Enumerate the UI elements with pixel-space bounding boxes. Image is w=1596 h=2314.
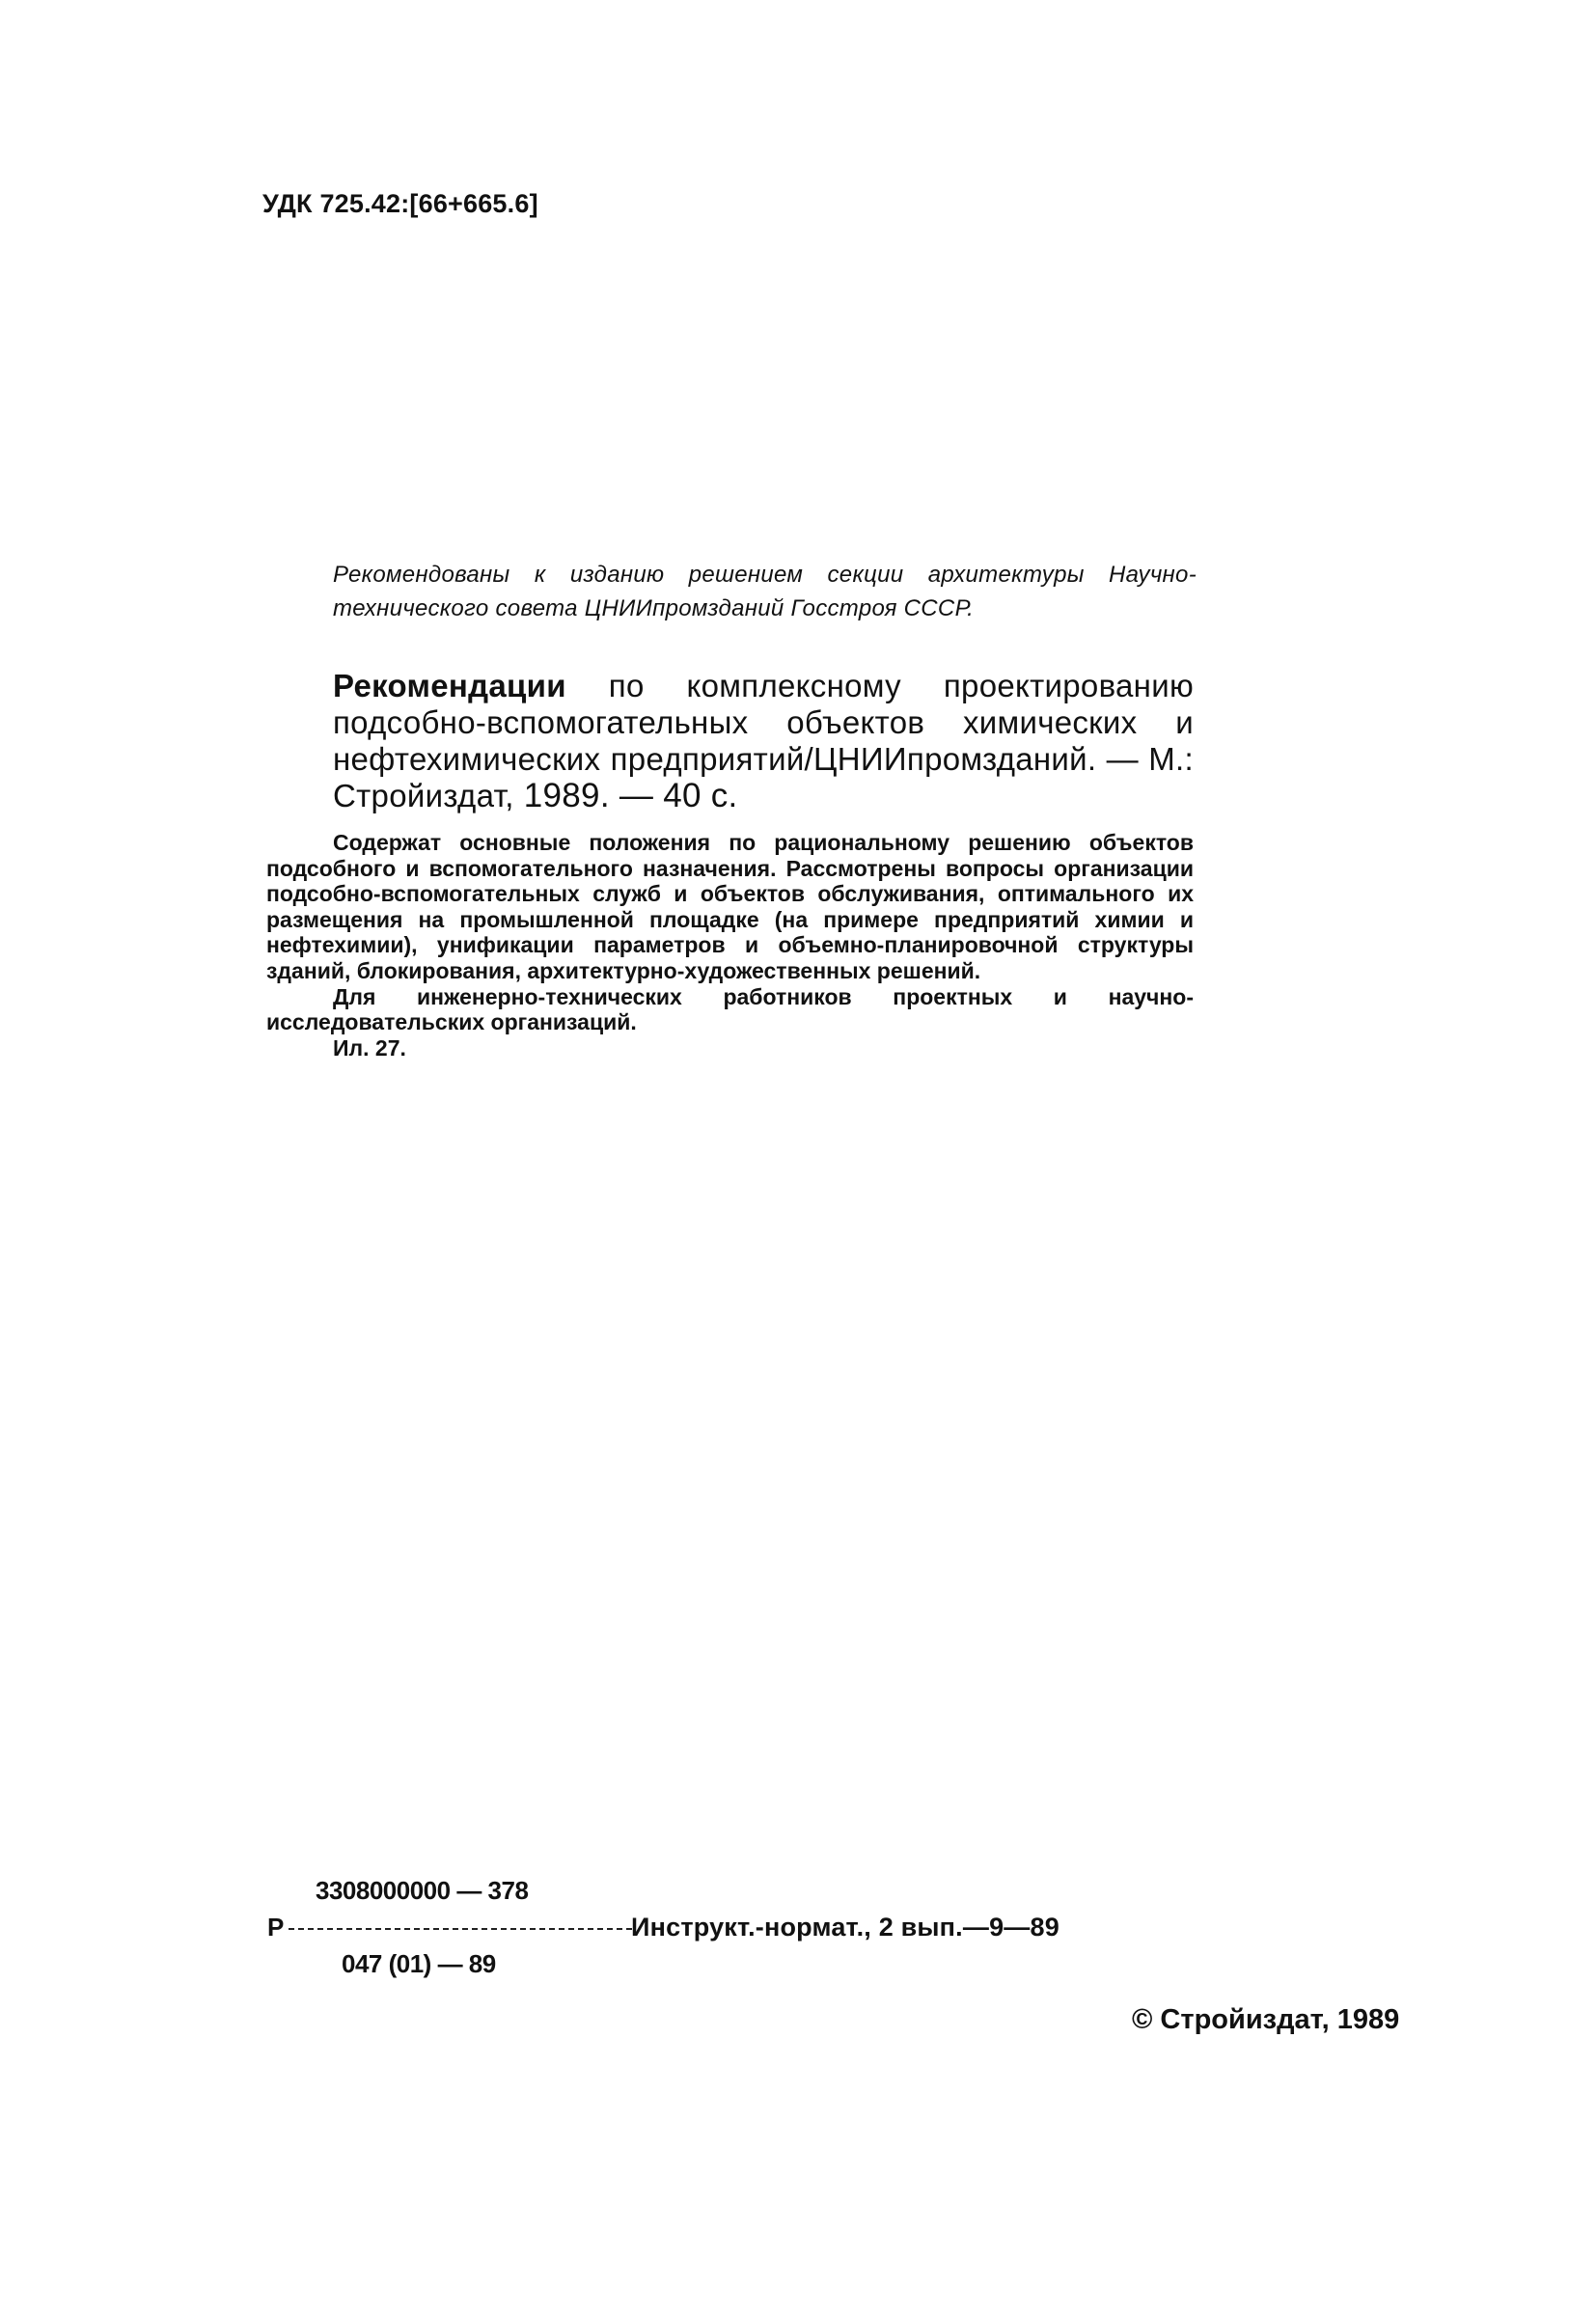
index-fraction-rule	[289, 1928, 632, 1930]
udk-code: УДК 725.42:[66+665.6]	[262, 189, 538, 218]
index-letter: Р	[267, 1913, 285, 1942]
index-series: Инструкт.-нормат., 2 вып.—9—89	[631, 1913, 1059, 1942]
publication-index	[267, 1870, 1136, 1976]
copyright-notice: © Стройиздат, 1989	[1132, 2004, 1400, 2035]
index-numerator: 3308000000 — 378	[316, 1876, 529, 1905]
approval-note: Рекомендованы к изданию решением секции архитектуры Научно-технического совета ЦНИИпромзданий Госстроя СССР.	[333, 562, 1197, 621]
abstract-audience: Для инженерно-технических работников проектных и научно-исследовательских организаций.	[266, 983, 1194, 1035]
citation-title-word: Рекомендации	[333, 668, 566, 703]
abstract-summary: Содержат основные положения по рациональному решению объектов подсобного и вспомогательного назначения. Рассмотрены вопросы организации подсобно-вспомогательных служб и объектов обслуживания, оптимального их размещения на промышленной площадке (на примере предприятий химии и нефтехимии), унификации параметров и объемно-планировочной структуры зданий, блокирования, архитектурно-художественных решений.	[266, 830, 1194, 983]
abstract	[266, 830, 1194, 1061]
citation-year-pages: 1989. — 40 с.	[513, 777, 738, 814]
index-denominator: 047 (01) — 89	[342, 1949, 496, 1978]
citation-title-rest: по комплексному проектированию подсобно-вспомогательных объектов химических и нефтехимических предприятий/ЦНИИпромзданий. — М.: Стройиздат,	[333, 668, 1194, 813]
bibliographic-citation	[333, 668, 1194, 814]
abstract-illustrations: Ил. 27.	[333, 1034, 406, 1061]
